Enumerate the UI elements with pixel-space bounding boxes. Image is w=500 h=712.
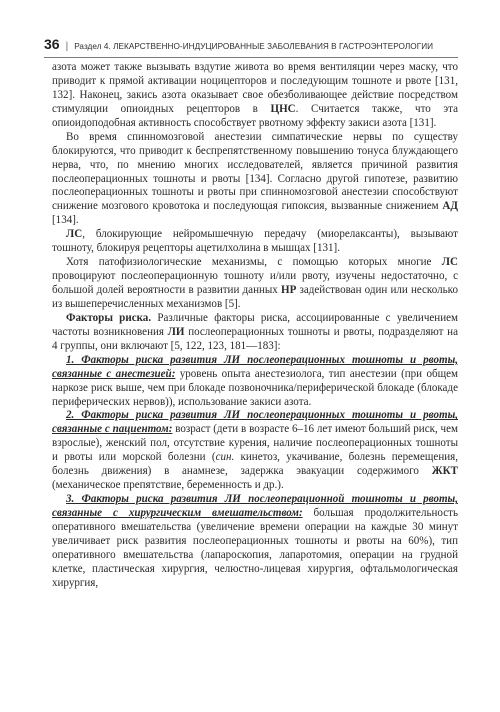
abbr-ls: ЛС bbox=[441, 256, 458, 269]
list-heading: 1. Факторы риска развития ЛИ послеоперационных тошноты и рвоты, связанные с анестезией: bbox=[52, 353, 458, 380]
page-number: 36 bbox=[44, 36, 60, 52]
body-text bbox=[52, 61, 458, 591]
paragraph-risk-factors: Факторы риска. Различные факторы риска, ассоциированные с увеличением частоты возникновения ЛИ послеоперационных тошноты и рвоты, подразделяют на 4 группы, они включают [5, 122, 123, 181—183]: bbox=[52, 311, 459, 352]
abbr-gkt: ЖКТ bbox=[431, 465, 458, 478]
paragraph-mechanisms: Хотя патофизиологические механизмы, с помощью которых многие ЛС провоцируют послеоперационную тошноту и/или рвоту, изучены недостаточно, с большой долей вероятности в развитии данных НР задействован один или несколько из вышеперечисленных механизмов [5]. bbox=[52, 256, 458, 310]
section-heading-risk-factors: Факторы риска. bbox=[66, 311, 152, 324]
paragraph-spinal-anesthesia: Во время спинномозговой анестезии симпатические нервы по существу блокируются, что приводит к беспрепятственному повышению тонуса блуждающего нерва, что, по мнению многих исследователей, является причиной развития послеоперационных тошноты и рвоты [134]. Согласно другой гипотезе, развитию послеоперационных тошноты и рвоты при спинномозговой анестезии способствуют снижение мозгового кровотока и последующая гипоксия, вызванные снижением АД [134]. bbox=[52, 130, 458, 227]
list-heading: 2. Факторы риска развития ЛИ послеоперационных тошноты и рвоты, связанные с пациентом: bbox=[52, 409, 458, 436]
page-header bbox=[44, 36, 464, 52]
list-heading: 3. Факторы риска развития ЛИ послеоперационной тошноты и рвоты, связанные с хирургическим вмешательством: bbox=[52, 493, 458, 519]
abbr-cns: ЦНС bbox=[270, 102, 296, 115]
list-item-patient-factors: 2. Факторы риска развития ЛИ послеоперационных тошноты и рвоты, связанные с пациентом: возраст (дети в возрасте 6–16 лет имеют больший риск, чем взрослые), женский пол, отсутствие курения, наличие послеоперационных тошноты и рвоты или морской болезни (син. кинетоз, укачивание, болезнь перемещения, болезнь движения) в анамнезе, задержка эвакуации содержимого ЖКТ (механическое препятствие, беременность и др.). bbox=[52, 409, 459, 492]
header-rule bbox=[44, 57, 458, 58]
abbr-ls: ЛС bbox=[66, 228, 83, 241]
abbr-li: ЛИ bbox=[167, 325, 185, 338]
abbr-syn: син. bbox=[215, 451, 235, 464]
running-title: Раздел 4. ЛЕКАРСТВЕННО-ИНДУЦИРОВАННЫЕ ЗАБОЛЕВАНИЯ В ГАСТРОЭНТЕРОЛОГИИ bbox=[74, 42, 434, 51]
paragraph-nitrous-oxide: азота может также вызывать вздутие живота во время вентиляции через маску, что приводит к прямой активации ноцицепторов и последующим тошноте и рвоте [131, 132]. Наконец, закись азота оказывает свое обезболивающее действие посредством стимуляции опиоидных рецепторов в ЦНС. Считается также, что эта опиоидоподобная активность способствует рвотному эффекту закиси азота [131]. bbox=[52, 61, 458, 129]
abbr-nr: НР bbox=[281, 284, 297, 296]
paragraph-muscle-relaxants: ЛС, блокирующие нейромышечную передачу (миорелаксанты), вызывают тошноту, блокируя рецепторы ацетилхолина в мышцах [131]. bbox=[52, 228, 458, 255]
list-item-surgery-factors: 3. Факторы риска развития ЛИ послеоперационной тошноты и рвоты, связанные с хирургическим вмешательством: большая продолжительность оперативного вмешательства (увеличение времени операции на каждые 30 минут увеличивает риск развития послеоперационных тошноты и рвоты на 60%), тип оперативного вмешательства (лапароскопия, лапаротомия, операции на грудной клетке, пластическая хирургия, челюстно-лицевая хирургия, офтальмологическая хирургия, bbox=[52, 493, 458, 589]
header-separator: | bbox=[65, 41, 69, 52]
list-item-anesthesia-factors: 1. Факторы риска развития ЛИ послеоперационных тошноты и рвоты, связанные с анестезией: уровень опыта анестезиолога, тип анестезии (при общем наркозе риск выше, чем при блокаде позвоночника/периферической блокаде (блокаде периферических нервов)), использование закиси азота. bbox=[52, 353, 458, 408]
abbr-ad: АД bbox=[442, 200, 458, 213]
